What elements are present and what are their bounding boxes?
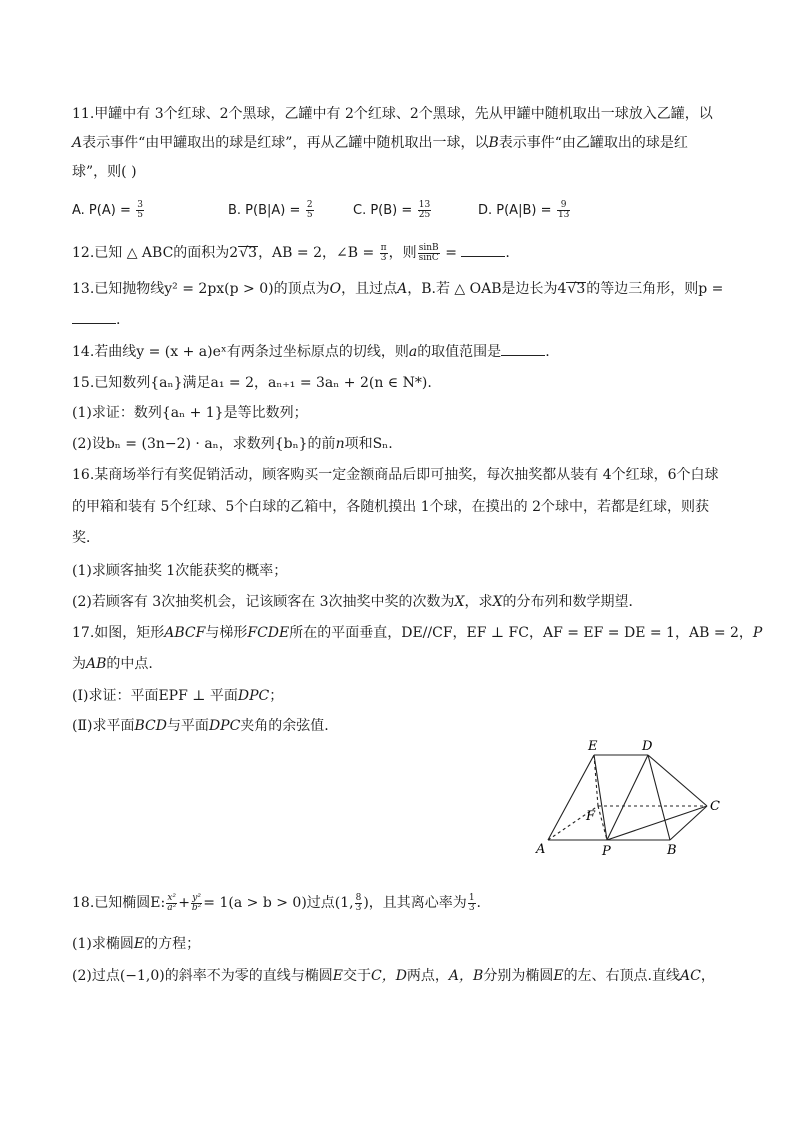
q18-text: 交于 [342, 968, 371, 984]
q16-line-2: 的甲箱和装有 5个红球、5个白球的乙箱中，各随机摸出 1个球，在摸出的 2个球中，若都是红球，则获 [72, 499, 709, 515]
var-p: P [752, 625, 763, 641]
q13-text: 13.已知抛物线y² = 2px(p > 0)的顶点为 [72, 281, 330, 297]
fraction: $\frac{2}{5}$ [306, 199, 313, 220]
fraction: $\frac{1}{3}$ [468, 892, 475, 913]
edge-dc [648, 755, 707, 806]
edge-pc [607, 806, 707, 840]
answer-blank [72, 311, 116, 324]
q18-text: 两点， [406, 968, 449, 984]
sqrt: √3 [239, 245, 258, 261]
var-e: E [553, 968, 564, 984]
label-f: F [586, 809, 596, 824]
q12-text: ，则 [388, 245, 417, 261]
var-ab: AB [86, 656, 107, 672]
q15-line-2: (1)求证：数列{aₙ + 1}是等比数列； [72, 405, 308, 421]
var-cd: C，D [370, 968, 407, 984]
geometry-figure [530, 736, 730, 860]
fraction: $\frac{9}{13}$ [557, 199, 570, 220]
fraction: $\frac{3}{5}$ [137, 199, 144, 220]
q17-text: (Ⅰ)求证：平面EPF ⊥ 平面 [72, 688, 238, 704]
var-ab: A，B [448, 968, 484, 984]
var-dpc: DPC [208, 718, 241, 734]
q17-text: 与梯形 [205, 625, 248, 641]
option-b-label: B. P(B|A) = [228, 203, 301, 218]
var-o: O [329, 281, 342, 297]
q17-text: 17.如图，矩形 [72, 625, 165, 641]
edge-ae [548, 755, 594, 840]
q15-line-3 [72, 434, 734, 454]
option-d-label: D. P(A|B) = [478, 203, 552, 218]
q18-text: = 1(a > b > 0)过点(1, [203, 895, 354, 911]
q11-line-3: 球”，则( ) [72, 164, 137, 180]
fraction: $\frac{\text{x²}}{\text{a²}}$ [167, 892, 177, 913]
q16-line-3: 奖． [72, 530, 100, 546]
option-b [228, 200, 315, 221]
q11-text: 表示事件“由甲罐取出的球是红球”，再从乙罐中随机取出一球，以 [82, 135, 489, 151]
var-fcde: FCDE [247, 625, 290, 641]
label-p: P [602, 844, 611, 859]
option-d [478, 200, 571, 221]
var-x: X [492, 594, 503, 610]
q18-text: 18.已知椭圆E: [72, 895, 166, 911]
label-b: B [667, 843, 677, 858]
fraction: $\frac{\sin B}{\sin C}$ [418, 242, 439, 263]
q17-line-4 [72, 716, 734, 736]
q17-line-3 [72, 686, 734, 706]
q17-text: 的中点. [106, 656, 153, 672]
q12: 12.已知 △ ABC的面积为2√3，AB = 2，∠B = $\frac{\pi}{3}$ ，则 $\frac{\sin B}{\sin C}$ = . [72, 242, 510, 263]
var-n: n [335, 436, 345, 452]
var-a: a [408, 344, 418, 360]
option-a [72, 200, 145, 221]
q11-line-1: 11.甲罐中有 3个红球、2个黑球，乙罐中有 2个红球、2个黑球，先从甲罐中随机取出一球放入乙罐，以 [72, 106, 713, 122]
q18-text: )，且其离心率为 [363, 895, 467, 911]
q17-line-1 [72, 623, 763, 643]
var-ac: AC [680, 968, 701, 984]
q14: 14.若曲线y = (x + a)eˣ有两条过坐标原点的切线，则a的取值范围是 . [72, 344, 550, 360]
edge-dp [607, 755, 648, 840]
q16-line-5 [72, 592, 734, 612]
q18-line-2 [72, 934, 734, 954]
q12-text: ，AB = 2，∠B = [258, 245, 375, 261]
var-a: A [397, 281, 408, 297]
label-c: C [710, 799, 720, 814]
fraction: $\frac{\pi}{3}$ [380, 242, 387, 263]
edge-bc [670, 806, 707, 840]
q18-line-1 [72, 893, 734, 913]
q18-text: 的左、右顶点.直线 [563, 968, 681, 984]
q17-text: (Ⅱ)求平面 [72, 718, 135, 734]
q15-text: (2)设bₙ = (3n−2) · aₙ，求数列{bₙ}的前 [72, 436, 336, 452]
q17-text: 所在的平面垂直，DE//CF，EF ⊥ FC，AF = EF = DE = 1，AB = 2， [289, 625, 753, 641]
fraction: $\frac{13}{25}$ [418, 199, 431, 220]
q11-text: 表示事件“由乙罐取出的球是红 [498, 135, 688, 151]
q17-text: 为 [72, 656, 86, 672]
q13-text: ，B.若 △ OAB是边长为4 [407, 281, 567, 297]
q16-text: 的分布列和数学期望． [502, 594, 643, 610]
label-d: D [642, 739, 653, 754]
sqrt: √3 [567, 281, 586, 297]
var-x: X [454, 594, 465, 610]
equals: = [445, 245, 457, 261]
q17-line-2 [72, 654, 734, 674]
var-b: B [488, 135, 499, 151]
option-c [353, 200, 432, 221]
plus: + [178, 895, 190, 911]
edge-db [648, 755, 670, 840]
var-e: E [133, 936, 145, 952]
q14-text: 14.若曲线y = (x + a)eˣ有两条过坐标原点的切线，则 [72, 344, 409, 360]
q17-text: 与平面 [166, 718, 209, 734]
q17-text: 夹角的余弦值. [240, 718, 329, 734]
q13-text: ，且过点 [341, 281, 398, 297]
var-abcf: ABCF [164, 625, 206, 641]
var-a: A [72, 135, 83, 151]
q13-text: 的等边三角形，则p = [586, 281, 724, 297]
option-c-label: C. P(B) = [353, 203, 413, 218]
q16-text: (2)若顾客有 3次抽奖机会，记该顾客在 3次抽奖中奖的次数为 [72, 594, 455, 610]
q15-text: 项和Sₙ. [344, 436, 393, 452]
option-a-label: A. P(A) = [72, 203, 131, 218]
var-e: E [332, 968, 343, 984]
q18-text: (2)过点(−1,0)的斜率不为零的直线与椭圆 [72, 968, 333, 984]
q16-text: ，求 [464, 594, 493, 610]
var-bcd: BCD [134, 718, 167, 734]
answer-blank [461, 244, 505, 257]
label-e: E [588, 739, 598, 754]
q18-text: . [476, 895, 481, 911]
q18-text: 的方程； [144, 936, 201, 952]
fraction: $\frac{8}{3}$ [355, 892, 362, 913]
q16-line-4: (1)求顾客抽奖 1次能获奖的概率； [72, 563, 288, 579]
q15-line-1: 15.已知数列{aₙ}满足a₁ = 2，aₙ₊₁ = 3aₙ + 2(n ∈ N*). [72, 375, 432, 391]
fraction: $\frac{\text{y²}}{\text{b²}}$ [191, 892, 202, 913]
q12-text: 12.已知 △ ABC的面积为2 [72, 245, 239, 261]
q18-text: 分别为椭圆 [483, 968, 554, 984]
q17-text: ； [269, 688, 284, 704]
q18-line-3 [72, 966, 734, 986]
q13-answer-line: . [72, 310, 734, 330]
label-a: A [536, 842, 546, 857]
q14-text: 的取值范围是 [417, 344, 502, 360]
edge-ep [594, 755, 607, 840]
answer-blank [501, 343, 545, 356]
q16-line-1: 16.某商场举行有奖促销活动，顾客购买一定金额商品后即可抽奖，每次抽奖都从装有 4个红球，6个白球 [72, 467, 719, 483]
q18-text: ， [700, 968, 715, 984]
q11-line-2 [72, 133, 734, 153]
q13 [72, 279, 734, 299]
var-dpc: DPC [237, 688, 270, 704]
q18-text: (1)求椭圆 [72, 936, 134, 952]
